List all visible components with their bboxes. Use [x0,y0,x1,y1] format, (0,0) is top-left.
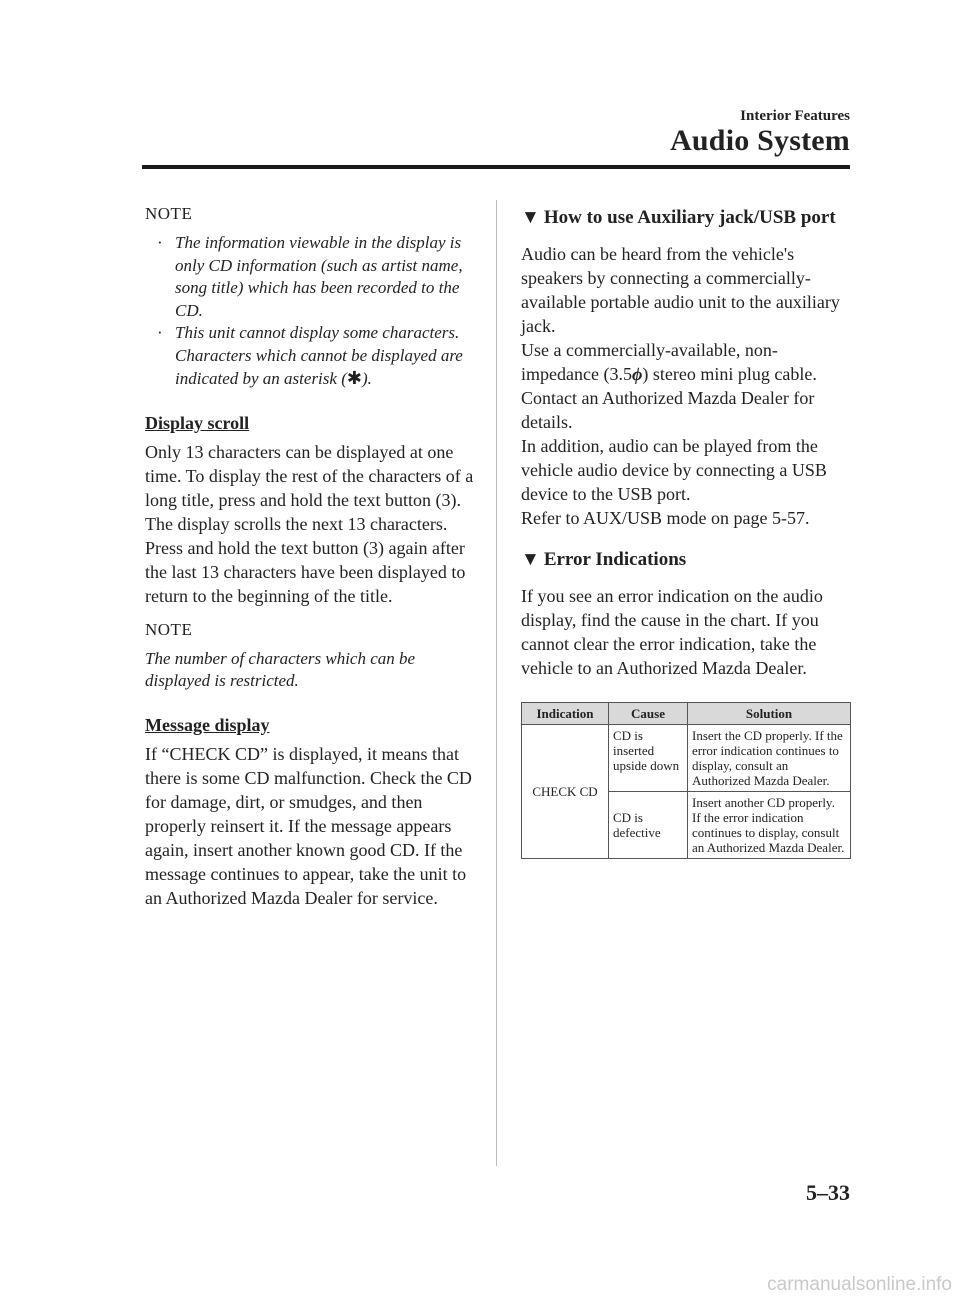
section-title: Interior Features [740,108,850,124]
right-column [521,206,851,859]
aux-usb-heading [521,206,851,230]
error-indications-text: If you see an error indication on the audio display, find the cause in the chart. If you cannot clear the error indication, take the vehicle to an Authorized Mazda Dealer. [521,586,823,678]
note-bullet [145,232,475,322]
note-bullet-text: This unit cannot display some characters. Characters which cannot be displayed are indicated by an asterisk ( [175,323,463,388]
aux-usb-text: In addition, audio can be played from the vehicle audio device by connecting a USB device to the USB port. [521,436,827,504]
note-list [145,232,475,391]
table-header: Solution [688,703,851,725]
error-indications-heading-text: Error Indications [543,549,687,570]
page-number: 5–33 [806,1180,850,1205]
bullet-dot-icon: · [157,233,163,252]
note-text: The number of characters which can be displayed is restricted. [145,648,416,690]
aux-usb-text: Refer to AUX/USB mode on page 5-57. [521,508,810,528]
note-bullet-tail: ). [361,369,372,388]
footer-watermark: carmanualsonline.info [767,1274,952,1295]
table-cell-cause: CD is inserted upside down [609,725,688,792]
header-rule [142,165,850,169]
triangle-down-icon: ▼ [521,207,540,228]
table-cell-indication: CHECK CD [522,725,609,859]
table-cell-solution: Insert another CD properly. If the error indication continues to display, consult an Authorized Mazda Dealer. [688,792,851,859]
table-header: Indication [522,703,609,725]
note-label: NOTE [145,619,193,639]
impedance-text: Use a commercially-available, non-impedance (3.5 [521,340,778,384]
table-row [522,725,851,792]
left-column [145,204,475,910]
impedance-text-end: ) stereo mini plug cable. [642,364,817,384]
table-cell-solution: Insert the CD properly. If the error indication continues to display, consult an Authorized Mazda Dealer. [688,725,851,792]
bullet-dot-icon: · [157,323,163,342]
asterisk-icon: ✱ [346,368,362,388]
error-indications-heading [521,548,851,572]
error-table [521,702,851,859]
display-scroll-text: Only 13 characters can be displayed at one time. To display the rest of the characters of a long title, press and hold the text button (3). The display scrolls the next 13 characters. Press and hold the text button (3) again after the last 13 characters have been displayed to return to the beginning of the title. [145,441,474,606]
aux-usb-heading-text: How to use Auxiliary jack/USB port [543,207,836,228]
table-header-row [522,703,851,725]
message-display-heading: Message display [145,714,270,735]
aux-usb-text: Contact an Authorized Mazda Dealer for details. [521,388,815,432]
column-divider [496,200,497,1166]
triangle-down-icon: ▼ [521,549,540,570]
chapter-title: Audio System [670,124,850,157]
table-header: Cause [609,703,688,725]
phi-symbol: ϕ [631,364,643,384]
aux-usb-text: Audio can be heard from the vehicle's speakers by connecting a commercially-available portable audio unit to the auxiliary jack. [521,244,840,336]
note-bullet [145,322,475,391]
aux-usb-text [521,338,851,386]
message-display-text: If “CHECK CD” is displayed, it means that there is some CD malfunction. Check the CD for damage, dirt, or smudges, and then properly reinsert it. If the message appears again, insert another known good CD. If the message continues to appear, take the unit to an Authorized Mazda Dealer for service. [145,743,472,908]
note-label: NOTE [145,204,193,223]
display-scroll-heading: Display scroll [145,412,250,433]
note-bullet-text: The information viewable in the display is only CD information (such as artist name, song title) which has been recorded to the CD. [175,233,463,320]
table-cell-cause: CD is defective [609,792,688,859]
